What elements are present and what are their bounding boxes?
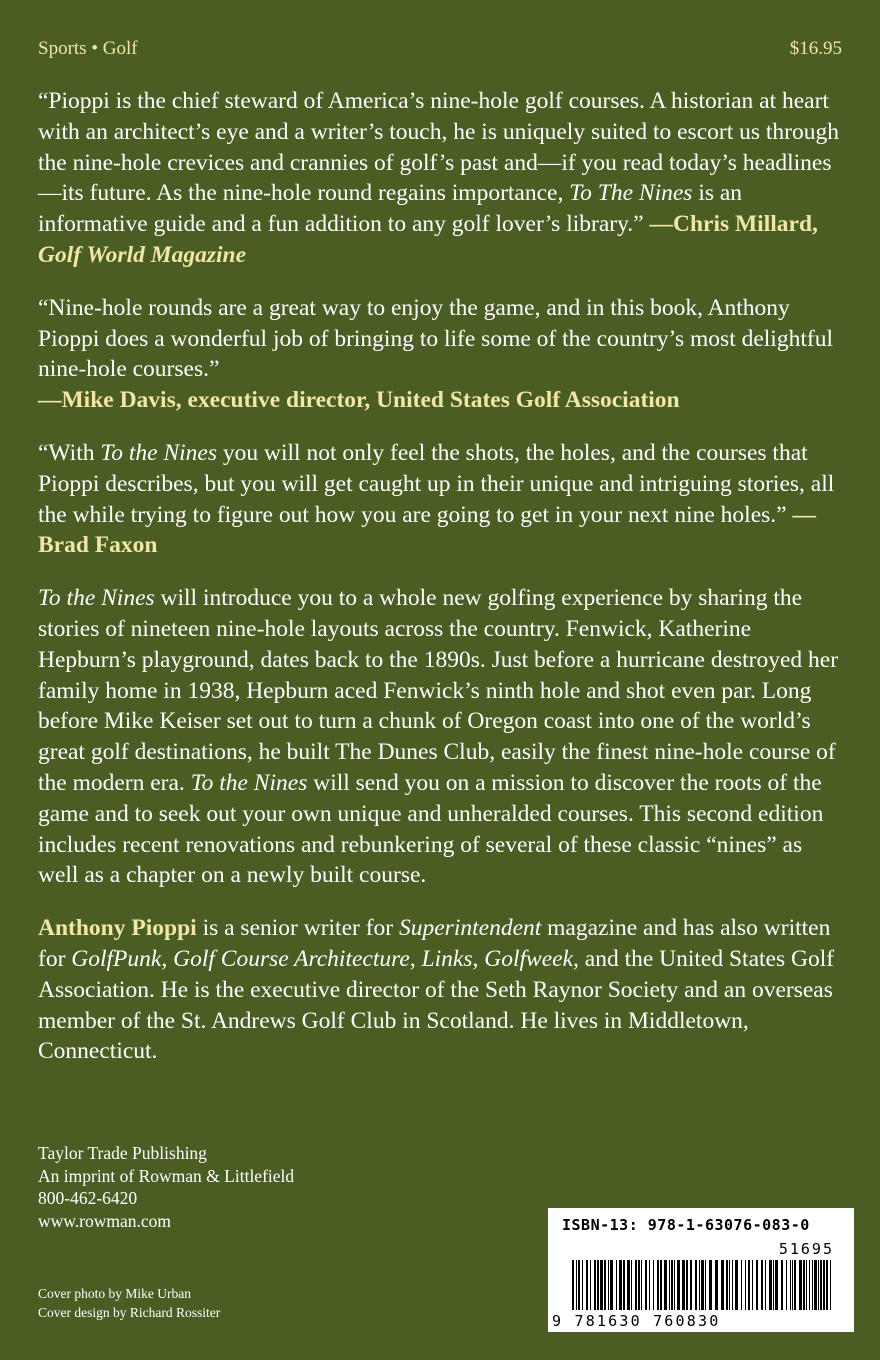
barcode-bar	[799, 1260, 802, 1310]
barcode-bars	[560, 1260, 842, 1314]
barcode-bar	[761, 1260, 763, 1310]
barcode-bar	[773, 1260, 774, 1310]
blurb-chris-millard	[38, 86, 844, 271]
barcode-bar	[638, 1260, 640, 1310]
bio-text: is a senior writer for	[196, 915, 399, 942]
description-text: will send you on a mission to discover the roots of the game and to seek out your own unique and unheralded courses. This second edition includes recent renovations and rebunkering of several of these classic “nines” as well as a chapter on a newly built course.	[38, 769, 824, 889]
barcode-bar	[682, 1260, 685, 1310]
photo-credit: Cover photo by Mike Urban	[38, 1286, 191, 1301]
barcode-bar	[701, 1260, 704, 1310]
blurb-attribution: —Mike Davis, executive director, United States Golf Association	[38, 387, 680, 414]
book-title: To the Nines	[190, 769, 308, 796]
barcode-bar	[572, 1260, 574, 1310]
barcode-bar	[792, 1260, 793, 1310]
barcode-bar	[775, 1260, 778, 1310]
blurb-text: “Pioppi is the chief steward of America’s nine-hole golf courses. A historian at heart with an architect’s eye and a writer’s touch, he is uniquely suited to escort us through the nine-hole crevices and crannies of golf’s past and—if you read today’s headlines—its future. As the nine-hole round regains importance,	[38, 88, 839, 207]
barcode-bar	[705, 1260, 706, 1310]
book-description	[38, 583, 844, 891]
barcode-bar	[653, 1260, 654, 1310]
back-cover-text	[38, 86, 844, 1089]
barcode-bar	[610, 1260, 613, 1310]
isbn-barcode	[548, 1208, 854, 1332]
publisher-phone: 800-462-6420	[38, 1188, 138, 1208]
barcode-bar	[616, 1260, 617, 1310]
barcode-bar	[729, 1260, 730, 1310]
design-credit: Cover design by Richard Rossiter	[38, 1305, 221, 1320]
book-title: To The Nines	[569, 180, 693, 207]
barcode-bar	[732, 1260, 733, 1310]
barcode-bar	[781, 1260, 783, 1310]
barcode-bar	[818, 1260, 819, 1310]
barcode-bar	[600, 1260, 603, 1310]
blurb-text: “With	[38, 439, 101, 466]
description-text: will introduce you to a whole new golfing experience by sharing the stories of nineteen nine-hole layouts across the country. Fenwick, Katherine Hepburn’s playground, dates back to the 1890s. Just before a hurricane destroyed her family home in 1938, Hepburn aced Fenwick’s ninth hole and shot even par. Long before Mike Keiser set out to turn a chunk of Oregon coast into one of the world’s great golf destinations, he built The Dunes Club, easily the finest nine-hole course of the modern era.	[38, 585, 839, 796]
blurb-text: you will not only feel the shots, the holes, and the courses that Pioppi describes, but you will get caught up in their unique and intriguing stories, all the while trying to figure out how you are going to get in your next nine holes.”	[38, 439, 835, 528]
publisher-imprint: An imprint of Rowman & Littlefield	[38, 1165, 295, 1186]
author-name: Anthony Pioppi	[38, 915, 197, 942]
barcode-bar	[669, 1260, 670, 1310]
barcode-bar	[748, 1260, 750, 1310]
barcode-bar	[597, 1260, 599, 1310]
bio-text: , and the United States Golf Association. He is the executive director of the Seth Raynor Society and an overseas member of the St. Andrews Golf Club in Scotland. He lives in Middletown, Connecticut.	[38, 945, 835, 1065]
barcode-bar	[786, 1260, 787, 1310]
barcode-bar	[660, 1260, 662, 1310]
publication-name: Links	[421, 945, 473, 972]
barcode-bar	[586, 1260, 588, 1310]
publication-name: Superintendent	[399, 915, 542, 942]
book-title: To the Nines	[38, 585, 155, 612]
barcode-bar	[695, 1260, 697, 1310]
barcode-bar	[823, 1260, 825, 1310]
price-code: 51695	[778, 1240, 834, 1258]
separator: ,	[472, 945, 485, 972]
barcode-bar	[623, 1260, 625, 1310]
barcode-bar	[806, 1260, 807, 1310]
barcode-bar	[735, 1260, 738, 1310]
publication-name: Golfweek	[484, 945, 574, 972]
barcode-bar	[686, 1260, 688, 1310]
blurb-mike-davis	[38, 293, 844, 416]
barcode-bar	[627, 1260, 630, 1310]
publication-name: Golf Course Architecture	[173, 945, 410, 972]
barcode-bar	[578, 1260, 580, 1310]
barcode-bar	[657, 1260, 659, 1310]
barcode-bar	[790, 1260, 791, 1310]
barcode-bar	[803, 1260, 805, 1310]
publication-name: GolfPunk	[71, 945, 162, 972]
publication-name: Golf World Magazine	[38, 241, 247, 268]
isbn-number: ISBN-13: 978-1-63076-083-0	[562, 1216, 810, 1234]
blurb-attribution: —Chris Millard,	[649, 211, 818, 238]
price-label: $16.95	[789, 38, 842, 59]
bio-text: magazine and has also written for	[38, 915, 831, 972]
blurb-attribution: —Brad Faxon	[38, 501, 816, 559]
publisher-info	[38, 1142, 294, 1232]
barcode-bar	[677, 1260, 680, 1310]
publisher-website: www.rowman.com	[38, 1210, 172, 1231]
category-label: Sports • Golf	[38, 38, 138, 59]
barcode-bar	[664, 1260, 667, 1310]
barcode-bar	[590, 1260, 591, 1310]
barcode-bar	[674, 1260, 675, 1310]
barcode-bar	[820, 1260, 822, 1310]
barcode-bar	[671, 1260, 673, 1310]
barcode-bar	[745, 1260, 746, 1310]
barcode-bar	[641, 1260, 642, 1310]
barcode-bar	[741, 1260, 742, 1310]
barcode-bar	[690, 1260, 692, 1310]
book-title: To the Nines	[100, 439, 218, 466]
barcode-bar	[769, 1260, 772, 1310]
barcode-bar	[619, 1260, 622, 1310]
blurb-text: is an informative guide and a fun addition to any golf lover’s library.”	[38, 180, 743, 238]
barcode-bar	[765, 1260, 766, 1310]
barcode-bar	[826, 1260, 828, 1310]
barcode-bar	[812, 1260, 813, 1310]
author-bio	[38, 913, 844, 1067]
blurb-brad-faxon	[38, 438, 844, 561]
barcode-bar	[631, 1260, 632, 1310]
barcode-bar	[604, 1260, 606, 1310]
barcode-bar	[756, 1260, 758, 1310]
barcode-bar	[582, 1260, 583, 1310]
barcode-bar	[814, 1260, 817, 1310]
barcode-bar	[635, 1260, 637, 1310]
barcode-bar	[645, 1260, 647, 1310]
barcode-bar	[715, 1260, 718, 1310]
barcode-bar	[699, 1260, 700, 1310]
barcode-bar	[709, 1260, 712, 1310]
publisher-name: Taylor Trade Publishing	[38, 1143, 207, 1163]
barcode-bar	[794, 1260, 796, 1310]
separator: ,	[409, 945, 422, 972]
separator: ,	[161, 945, 174, 972]
barcode-bar	[576, 1260, 577, 1310]
barcode-bar	[830, 1260, 831, 1310]
barcode-bar	[721, 1260, 724, 1310]
barcode-digits: 9 781630 760830	[552, 1312, 721, 1330]
barcode-bar	[809, 1260, 810, 1310]
header	[38, 38, 842, 60]
barcode-bar	[608, 1260, 609, 1310]
barcode-bar	[649, 1260, 650, 1310]
cover-credits	[38, 1284, 220, 1322]
blurb-text: “Nine-hole rounds are a great way to enjoy the game, and in this book, Anthony Pioppi does a wonderful job of bringing to life some of the country’s most delightful nine-hole courses.”	[38, 294, 833, 383]
barcode-bar	[726, 1260, 728, 1310]
barcode-bar	[752, 1260, 753, 1310]
barcode-bar	[594, 1260, 596, 1310]
